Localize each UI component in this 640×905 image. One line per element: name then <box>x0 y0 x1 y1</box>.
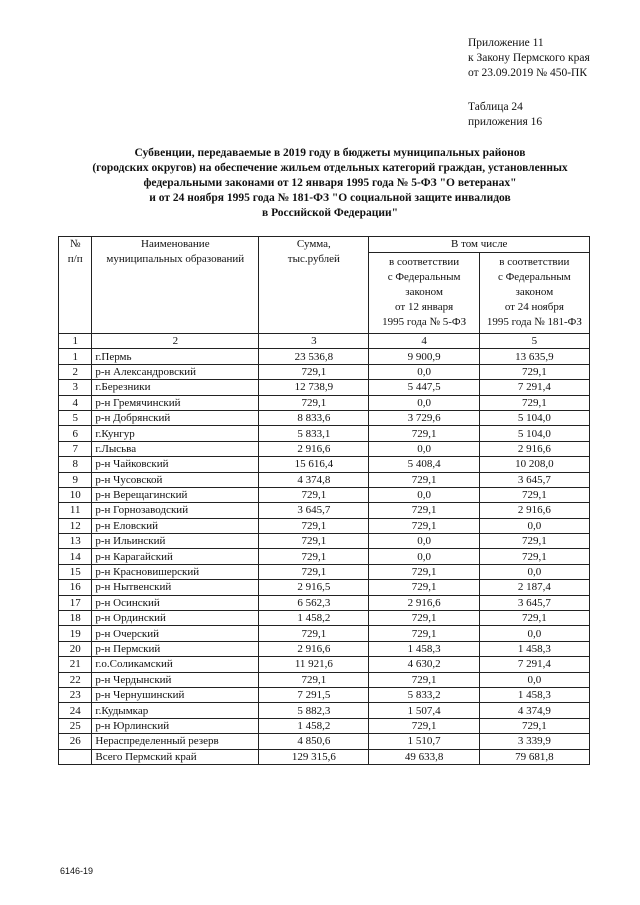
total-amount: 729,1 <box>259 534 369 549</box>
municipality-name: р-н Очерский <box>92 626 259 641</box>
total-amount: 7 291,5 <box>259 687 369 702</box>
row-number: 2 <box>59 364 92 379</box>
amount-law-5fz: 729,1 <box>369 611 479 626</box>
table-row <box>59 472 590 487</box>
total-amount: 729,1 <box>259 518 369 533</box>
table-row <box>59 534 590 549</box>
amount-law-5fz: 729,1 <box>369 580 479 595</box>
table-row <box>59 564 590 579</box>
title-line: Субвенции, передаваемые в 2019 году в бюджеты муниципальных районов <box>134 147 526 159</box>
header-law5-line: от 12 января <box>395 301 454 313</box>
table-row <box>59 349 590 364</box>
table-row <box>59 487 590 502</box>
total-amount: 729,1 <box>259 672 369 687</box>
table-row <box>59 687 590 702</box>
amount-law-5fz: 1 510,7 <box>369 734 479 749</box>
row-number: 5 <box>59 410 92 425</box>
total-amount: 1 458,2 <box>259 718 369 733</box>
amount-law-5fz: 729,1 <box>369 426 479 441</box>
header-name-line: муниципальных образований <box>106 253 245 265</box>
table-row <box>59 580 590 595</box>
municipality-name: г.Березники <box>92 380 259 395</box>
total-amount: 2 916,6 <box>259 641 369 656</box>
row-number: 12 <box>59 518 92 533</box>
amount-law-181fz: 5 104,0 <box>479 410 589 425</box>
column-index: 5 <box>479 334 589 349</box>
amount-law-5fz: 0,0 <box>369 549 479 564</box>
municipality-name: р-н Еловский <box>92 518 259 533</box>
amount-law-181fz: 2 916,6 <box>479 441 589 456</box>
amount-law-5fz: 9 900,9 <box>369 349 479 364</box>
amount-law-5fz: 729,1 <box>369 503 479 518</box>
total-amount: 4 374,8 <box>259 472 369 487</box>
amount-law-181fz: 729,1 <box>479 364 589 379</box>
row-number: 22 <box>59 672 92 687</box>
total-amount: 6 562,3 <box>259 595 369 610</box>
municipality-name: г.о.Соликамский <box>92 657 259 672</box>
amount-law-5fz: 0,0 <box>369 487 479 502</box>
header-sum-line: тыс.рублей <box>287 253 340 265</box>
table-row <box>59 426 590 441</box>
row-number: 14 <box>59 549 92 564</box>
municipality-name: р-н Ильинский <box>92 534 259 549</box>
amount-law-5fz: 0,0 <box>369 441 479 456</box>
total-amount: 5 833,1 <box>259 426 369 441</box>
column-index: 1 <box>59 334 92 349</box>
amount-law-5fz: 1 458,3 <box>369 641 479 656</box>
amount-law-181fz: 79 681,8 <box>479 749 589 764</box>
total-amount: 11 921,6 <box>259 657 369 672</box>
table-row <box>59 703 590 718</box>
table-row <box>59 718 590 733</box>
row-number: 1 <box>59 349 92 364</box>
municipality-name: р-н Карагайский <box>92 549 259 564</box>
row-number: 7 <box>59 441 92 456</box>
table-reference <box>468 100 542 130</box>
municipality-name: р-н Пермский <box>92 641 259 656</box>
municipality-name: р-н Чусовской <box>92 472 259 487</box>
header-law5-line: законом <box>405 286 443 298</box>
municipality-name: р-н Чердынский <box>92 672 259 687</box>
amount-law-5fz: 729,1 <box>369 626 479 641</box>
amount-law-181fz: 3 645,7 <box>479 595 589 610</box>
amount-law-181fz: 0,0 <box>479 518 589 533</box>
total-amount: 729,1 <box>259 487 369 502</box>
amount-law-181fz: 2 916,6 <box>479 503 589 518</box>
header-sum <box>259 237 369 334</box>
column-index: 4 <box>369 334 479 349</box>
title-line: федеральными законами от 12 января 1995 года № 5-ФЗ "О ветеранах" <box>143 177 517 189</box>
row-number: 17 <box>59 595 92 610</box>
amount-law-181fz: 13 635,9 <box>479 349 589 364</box>
total-amount: 15 616,4 <box>259 457 369 472</box>
column-index: 2 <box>92 334 259 349</box>
table-ref-line: Таблица 24 <box>468 101 523 113</box>
header-name <box>92 237 259 334</box>
table-body <box>59 334 590 765</box>
total-amount: 12 738,9 <box>259 380 369 395</box>
header-law5 <box>369 253 479 334</box>
amount-law-5fz: 5 408,4 <box>369 457 479 472</box>
amount-law-181fz: 2 187,4 <box>479 580 589 595</box>
total-amount: 4 850,6 <box>259 734 369 749</box>
header-name-line: Наименование <box>141 238 210 250</box>
municipality-name: г.Кудымкар <box>92 703 259 718</box>
table-row <box>59 657 590 672</box>
amount-law-181fz: 7 291,4 <box>479 657 589 672</box>
amount-law-181fz: 729,1 <box>479 718 589 733</box>
header-law181-line: от 24 ноября <box>504 301 564 313</box>
municipality-name: р-н Гремячинский <box>92 395 259 410</box>
municipality-name: г.Пермь <box>92 349 259 364</box>
header-law181-line: с Федеральным <box>497 271 571 283</box>
row-number: 4 <box>59 395 92 410</box>
table-row <box>59 595 590 610</box>
header-num-line: № <box>69 238 81 250</box>
row-number: 21 <box>59 657 92 672</box>
municipality-name: Всего Пермский край <box>92 749 259 764</box>
amount-law-181fz: 5 104,0 <box>479 426 589 441</box>
subsidy-table <box>58 236 590 765</box>
annex-line: Приложение 11 <box>468 37 544 49</box>
amount-law-5fz: 4 630,2 <box>369 657 479 672</box>
table-row <box>59 410 590 425</box>
table-row <box>59 626 590 641</box>
amount-law-181fz: 7 291,4 <box>479 380 589 395</box>
municipality-name: р-н Александровский <box>92 364 259 379</box>
amount-law-181fz: 3 645,7 <box>479 472 589 487</box>
amount-law-181fz: 1 458,3 <box>479 641 589 656</box>
municipality-name: р-н Ординский <box>92 611 259 626</box>
header-law5-line: в соответствии <box>389 256 460 268</box>
amount-law-5fz: 729,1 <box>369 672 479 687</box>
table-row <box>59 441 590 456</box>
header-law5-line: 1995 года № 5-ФЗ <box>382 316 467 328</box>
amount-law-181fz: 0,0 <box>479 672 589 687</box>
total-amount: 1 458,2 <box>259 611 369 626</box>
amount-law-181fz: 10 208,0 <box>479 457 589 472</box>
row-number: 26 <box>59 734 92 749</box>
municipality-name: р-н Юрлинский <box>92 718 259 733</box>
total-amount: 729,1 <box>259 364 369 379</box>
municipality-name: р-н Добрянский <box>92 410 259 425</box>
municipality-name: р-н Красновишерский <box>92 564 259 579</box>
annex-reference <box>468 36 590 81</box>
row-number: 15 <box>59 564 92 579</box>
amount-law-5fz: 49 633,8 <box>369 749 479 764</box>
total-amount: 23 536,8 <box>259 349 369 364</box>
amount-law-5fz: 0,0 <box>369 395 479 410</box>
table-row <box>59 503 590 518</box>
title-line: в Российской Федерации" <box>261 207 399 219</box>
header-sum-line: Сумма, <box>296 238 331 250</box>
table-row <box>59 549 590 564</box>
header-including: В том числе <box>369 237 590 253</box>
municipality-name: г.Лысьва <box>92 441 259 456</box>
row-number <box>59 749 92 764</box>
row-number: 16 <box>59 580 92 595</box>
row-number: 19 <box>59 626 92 641</box>
header-law181-line: 1995 года № 181-ФЗ <box>486 316 582 328</box>
footer-code: 6146-19 <box>60 866 94 876</box>
amount-law-5fz: 2 916,6 <box>369 595 479 610</box>
table-header <box>59 237 590 334</box>
table-ref-line: приложения 16 <box>468 116 543 128</box>
amount-law-181fz: 729,1 <box>479 534 589 549</box>
row-number: 13 <box>59 534 92 549</box>
table-row <box>59 364 590 379</box>
row-number: 9 <box>59 472 92 487</box>
header-law181-line: в соответствии <box>499 256 570 268</box>
total-amount: 2 916,6 <box>259 441 369 456</box>
amount-law-181fz: 729,1 <box>479 487 589 502</box>
amount-law-181fz: 729,1 <box>479 549 589 564</box>
municipality-name: Нераспределенный резерв <box>92 734 259 749</box>
amount-law-5fz: 729,1 <box>369 518 479 533</box>
row-number: 10 <box>59 487 92 502</box>
row-number: 20 <box>59 641 92 656</box>
municipality-name: р-н Горнозаводский <box>92 503 259 518</box>
table-row <box>59 518 590 533</box>
table-row <box>59 457 590 472</box>
row-number: 11 <box>59 503 92 518</box>
document-title <box>60 146 600 221</box>
column-index: 3 <box>259 334 369 349</box>
row-number: 8 <box>59 457 92 472</box>
row-number: 6 <box>59 426 92 441</box>
amount-law-5fz: 1 507,4 <box>369 703 479 718</box>
total-amount: 729,1 <box>259 549 369 564</box>
table-row <box>59 611 590 626</box>
municipality-name: г.Кунгур <box>92 426 259 441</box>
municipality-name: р-н Чернушинский <box>92 687 259 702</box>
amount-law-5fz: 729,1 <box>369 564 479 579</box>
amount-law-5fz: 5 447,5 <box>369 380 479 395</box>
amount-law-5fz: 0,0 <box>369 534 479 549</box>
amount-law-181fz: 0,0 <box>479 564 589 579</box>
amount-law-181fz: 3 339,9 <box>479 734 589 749</box>
row-number: 25 <box>59 718 92 733</box>
amount-law-5fz: 5 833,2 <box>369 687 479 702</box>
amount-law-181fz: 729,1 <box>479 395 589 410</box>
annex-line: от 23.09.2019 № 450-ПК <box>468 67 588 79</box>
row-number: 23 <box>59 687 92 702</box>
header-law5-line: с Федеральным <box>387 271 461 283</box>
row-number: 18 <box>59 611 92 626</box>
amount-law-181fz: 729,1 <box>479 611 589 626</box>
municipality-name: р-н Осинский <box>92 595 259 610</box>
total-amount: 5 882,3 <box>259 703 369 718</box>
amount-law-181fz: 4 374,9 <box>479 703 589 718</box>
title-line: и от 24 ноября 1995 года № 181-ФЗ "О социальной защите инвалидов <box>149 192 511 204</box>
table-row <box>59 641 590 656</box>
total-amount: 3 645,7 <box>259 503 369 518</box>
header-num <box>59 237 92 334</box>
annex-line: к Закону Пермского края <box>468 52 590 64</box>
table-row <box>59 380 590 395</box>
header-num-line: п/п <box>67 253 83 265</box>
municipality-name: р-н Нытвенский <box>92 580 259 595</box>
table-row <box>59 734 590 749</box>
table-row <box>59 395 590 410</box>
amount-law-5fz: 0,0 <box>369 364 479 379</box>
total-amount: 8 833,6 <box>259 410 369 425</box>
amount-law-5fz: 3 729,6 <box>369 410 479 425</box>
row-number: 3 <box>59 380 92 395</box>
title-line: (городских округов) на обеспечение жильем отдельных категорий граждан, установленных <box>92 162 568 174</box>
amount-law-181fz: 1 458,3 <box>479 687 589 702</box>
row-number: 24 <box>59 703 92 718</box>
municipality-name: р-н Верещагинский <box>92 487 259 502</box>
total-amount: 729,1 <box>259 564 369 579</box>
header-law181 <box>479 253 589 334</box>
table-row <box>59 672 590 687</box>
total-amount: 729,1 <box>259 626 369 641</box>
total-amount: 729,1 <box>259 395 369 410</box>
header-law181-line: законом <box>515 286 554 298</box>
municipality-name: р-н Чайковский <box>92 457 259 472</box>
total-amount: 2 916,5 <box>259 580 369 595</box>
total-amount: 129 315,6 <box>259 749 369 764</box>
column-index-row <box>59 334 590 349</box>
amount-law-181fz: 0,0 <box>479 626 589 641</box>
total-row <box>59 749 590 764</box>
amount-law-5fz: 729,1 <box>369 718 479 733</box>
amount-law-5fz: 729,1 <box>369 472 479 487</box>
